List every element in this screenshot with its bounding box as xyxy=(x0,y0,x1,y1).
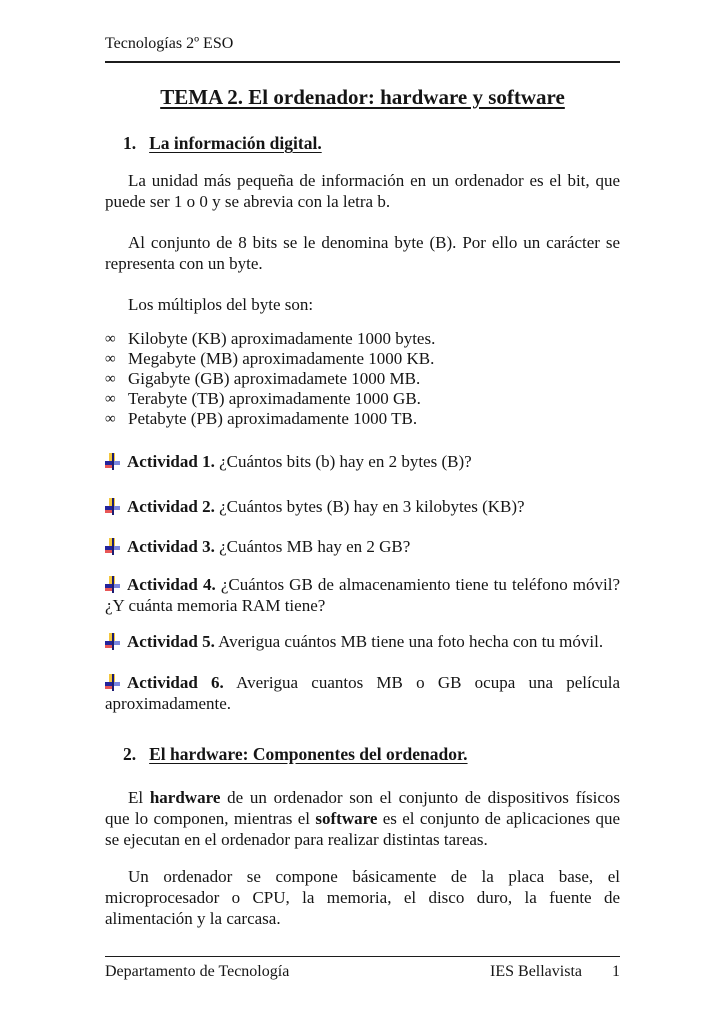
activity-marker-icon xyxy=(105,453,120,470)
activity-item-6 xyxy=(105,672,620,714)
list-item-text: Gigabyte (GB) aproximadamete 1000 MB. xyxy=(128,369,421,388)
list-item xyxy=(105,389,620,409)
activity-marker-icon xyxy=(105,498,120,515)
list-item xyxy=(105,349,620,369)
infinity-bullet-icon: ∞ xyxy=(105,331,116,347)
activity-text: ¿Cuántos MB hay en 2 GB? xyxy=(219,537,411,556)
footer-department: Departamento de Tecnología xyxy=(105,963,290,980)
infinity-bullet-icon: ∞ xyxy=(105,391,116,407)
activity-marker-icon xyxy=(105,538,120,555)
activity-label: Actividad 2. xyxy=(127,497,215,516)
activity-marker-icon xyxy=(105,674,120,691)
section-1-label: La información digital. xyxy=(149,133,322,153)
activity-label: Actividad 5. xyxy=(127,632,215,651)
activity-label: Actividad 3. xyxy=(127,537,215,556)
list-item-text: Kilobyte (KB) aproximadamente 1000 bytes. xyxy=(128,329,436,348)
activity-text: ¿Cuántos GB de almacenamiento tiene tu teléfono móvil? ¿Y cuánta memoria RAM tiene? xyxy=(105,575,621,615)
infinity-bullet-icon: ∞ xyxy=(105,371,116,387)
section-2-heading xyxy=(105,744,620,765)
activity-text: Averigua cuantos MB o GB ocupa una película aproximadamente. xyxy=(105,673,621,713)
footer-rule xyxy=(105,956,620,957)
byte-multiples-list xyxy=(105,329,620,429)
list-item-text: Megabyte (MB) aproximadamente 1000 KB. xyxy=(128,349,435,368)
list-item xyxy=(105,329,620,349)
activity-label: Actividad 4. xyxy=(127,575,216,594)
activity-marker-icon xyxy=(105,576,120,593)
page-title-text: TEMA 2. El ordenador: hardware y software xyxy=(160,85,565,109)
section-2-number: 2. xyxy=(123,744,137,764)
activity-label: Actividad 1. xyxy=(127,452,215,471)
paragraph-part: de un ordenador son el conjunto de dispositivos físicos que lo componen, mientras el xyxy=(105,788,620,828)
paragraph-multiples-intro: Los múltiplos del byte son: xyxy=(128,295,314,314)
paragraph-byte: Al conjunto de 8 bits se le denomina byte (B). Por ello un carácter se representa con un byte. xyxy=(105,233,620,273)
activity-marker-icon xyxy=(105,633,120,650)
list-item xyxy=(105,409,620,429)
activity-item-4 xyxy=(105,574,620,616)
section-2-label: El hardware: Componentes del ordenador. xyxy=(149,744,468,764)
paragraph-components: Un ordenador se compone básicamente de la placa base, el microprocesador o CPU, la memoria, el disco duro, la fuente de alimentación y la carcasa. xyxy=(105,867,620,928)
bold-hardware: hardware xyxy=(149,788,221,807)
list-item xyxy=(105,369,620,389)
bold-software: software xyxy=(315,809,378,828)
activity-text: ¿Cuántos bits (b) hay en 2 bytes (B)? xyxy=(219,452,472,471)
activity-item-2 xyxy=(105,496,620,517)
activity-item-5 xyxy=(105,631,620,652)
paragraph-hardware-software xyxy=(105,787,620,850)
paragraph-part: es el conjunto de aplicaciones que se ejecutan en el ordenador para realizar distintas tareas. xyxy=(105,809,621,849)
section-1-number: 1. xyxy=(123,133,137,153)
header-course: Tecnologías 2º ESO xyxy=(105,35,234,52)
activity-text: Averigua cuántos MB tiene una foto hecha con tu móvil. xyxy=(218,632,604,651)
paragraph-bit: La unidad más pequeña de información en un ordenador es el bit, que puede ser 1 o 0 y se abrevia con la letra b. xyxy=(105,171,620,211)
activity-label: Actividad 6. xyxy=(127,673,224,692)
list-item-text: Petabyte (PB) aproximadamente 1000 TB. xyxy=(128,409,418,428)
page-footer xyxy=(105,956,620,982)
page-title xyxy=(105,87,620,109)
infinity-bullet-icon: ∞ xyxy=(105,351,116,367)
footer-school: IES Bellavista xyxy=(490,963,582,980)
list-item-text: Terabyte (TB) aproximadamente 1000 GB. xyxy=(128,389,421,408)
paragraph-part: El xyxy=(128,788,150,807)
header-rule xyxy=(105,61,620,63)
section-1-heading xyxy=(105,133,620,154)
activity-item-3 xyxy=(105,536,620,557)
activity-text: ¿Cuántos bytes (B) hay en 3 kilobytes (KB)? xyxy=(219,497,525,516)
infinity-bullet-icon: ∞ xyxy=(105,411,116,427)
activity-item-1 xyxy=(105,451,620,472)
page-number: 1 xyxy=(612,963,620,980)
